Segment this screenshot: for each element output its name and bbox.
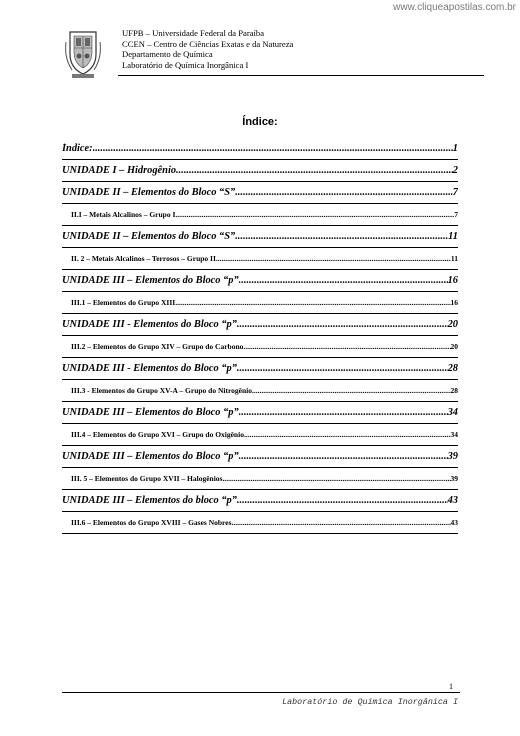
toc-leader-dots xyxy=(235,187,453,199)
toc-entry-page: 16 xyxy=(447,275,458,286)
toc-entry-label: UNIDADE II – Elementos do Bloco “S” xyxy=(62,187,236,198)
toc-entry-page: 16 xyxy=(450,298,458,307)
toc-entry[interactable] xyxy=(62,429,458,441)
university-crest-icon xyxy=(62,28,104,80)
toc-separator xyxy=(62,423,458,424)
toc-entry[interactable] xyxy=(62,209,458,221)
toc-entry[interactable] xyxy=(62,473,458,485)
toc-entry[interactable] xyxy=(62,341,458,353)
toc-separator xyxy=(62,379,458,380)
toc-leader-dots xyxy=(243,341,450,353)
toc-entry-label: III.3 - Elementos do Grupo XV-A – Grupo do Nitrogênio xyxy=(71,386,252,395)
toc-separator xyxy=(62,313,458,314)
header-line: CCEN – Centro de Ciências Exatas e da Natureza xyxy=(122,38,294,49)
toc-entry-label: II.I – Metais Alcalinos – Grupo I xyxy=(71,210,176,219)
toc-entry-page: 2 xyxy=(452,165,458,176)
toc-separator xyxy=(62,467,458,468)
toc-entry-label: III.2 – Elementos do Grupo XIV – Grupo do Carbono xyxy=(71,342,244,351)
toc-separator xyxy=(62,203,458,204)
toc-entry[interactable] xyxy=(62,165,458,177)
toc-separator xyxy=(62,247,458,248)
table-of-contents xyxy=(62,143,458,539)
toc-leader-dots xyxy=(222,473,450,485)
toc-entry-label: UNIDADE III – Elementos do Bloco “p” xyxy=(62,451,239,462)
toc-leader-dots xyxy=(235,231,448,243)
toc-entry-label: III.1 – Elementos do Grupo XIII xyxy=(71,298,176,307)
toc-entry-label: II. 2 – Metais Alcalinos – Terrosos – Grupo II xyxy=(71,254,216,263)
header-divider xyxy=(118,75,484,76)
toc-separator xyxy=(62,533,458,534)
toc-entry-page: 11 xyxy=(448,231,458,242)
page-number: 1 xyxy=(449,682,453,691)
toc-entry[interactable] xyxy=(62,407,458,419)
toc-separator xyxy=(62,445,458,446)
toc-leader-dots xyxy=(239,451,448,463)
footer-divider xyxy=(62,692,460,693)
toc-entry-page: 28 xyxy=(450,386,458,395)
toc-leader-dots xyxy=(237,319,448,331)
toc-leader-dots xyxy=(239,407,448,419)
toc-separator xyxy=(62,269,458,270)
toc-leader-dots xyxy=(252,385,451,397)
institution-lines xyxy=(122,28,293,70)
toc-entry[interactable] xyxy=(62,363,458,375)
toc-entry-label: UNIDADE III – Elementos do Bloco “p” xyxy=(62,275,239,286)
toc-entry-page: 7 xyxy=(452,187,458,198)
toc-separator xyxy=(62,401,458,402)
toc-entry[interactable] xyxy=(62,253,458,265)
toc-leader-dots xyxy=(239,275,448,287)
toc-separator xyxy=(62,181,458,182)
toc-entry-page: 20 xyxy=(447,319,458,330)
toc-separator xyxy=(62,489,458,490)
toc-separator xyxy=(62,335,458,336)
toc-entry-label: III. 5 – Elementos do Grupo XVII – Halogênios xyxy=(71,474,223,483)
toc-entry-page: 43 xyxy=(450,518,458,527)
toc-entry-label: III.6 – Elementos do Grupo XVIII – Gases Nobres xyxy=(71,518,232,527)
toc-leader-dots xyxy=(176,165,453,177)
toc-separator xyxy=(62,225,458,226)
watermark-url: www.cliqueapostilas.com.br xyxy=(393,2,516,13)
toc-entry-page: 34 xyxy=(450,430,458,439)
toc-entry-page: 7 xyxy=(454,210,458,219)
header-line: Laboratório de Química Inorgânica I xyxy=(122,59,249,70)
toc-entry[interactable] xyxy=(62,143,458,155)
toc-leader-dots xyxy=(175,209,454,221)
toc-entry-label: Índice: xyxy=(62,143,93,154)
toc-entry-page: 11 xyxy=(450,254,458,263)
toc-entry-label: UNIDADE III – Elementos do bloco “p” xyxy=(62,495,237,506)
toc-separator xyxy=(62,159,458,160)
toc-entry[interactable] xyxy=(62,451,458,463)
toc-separator xyxy=(62,291,458,292)
document-header xyxy=(62,28,486,78)
page-title: Índice: xyxy=(242,116,278,128)
toc-separator xyxy=(62,357,458,358)
footer-text: Laboratório de Química Inorgânica I xyxy=(282,697,458,707)
toc-leader-dots xyxy=(244,429,451,441)
toc-leader-dots xyxy=(237,495,448,507)
toc-leader-dots xyxy=(93,143,453,155)
toc-entry-page: 39 xyxy=(450,474,458,483)
toc-leader-dots xyxy=(216,253,451,265)
toc-separator xyxy=(62,511,458,512)
toc-entry[interactable] xyxy=(62,517,458,529)
toc-entry[interactable] xyxy=(62,187,458,199)
toc-entry[interactable] xyxy=(62,231,458,243)
toc-entry-page: 34 xyxy=(447,407,458,418)
toc-entry[interactable] xyxy=(62,275,458,287)
toc-leader-dots xyxy=(175,297,450,309)
toc-entry[interactable] xyxy=(62,297,458,309)
toc-entry[interactable] xyxy=(62,495,458,507)
toc-entry-label: III.4 – Elementos do Grupo XVI – Grupo do Oxigênio xyxy=(71,430,244,439)
header-line: Departamento de Química xyxy=(122,49,213,60)
toc-entry-page: 20 xyxy=(450,342,458,351)
toc-entry-label: UNIDADE III - Elementos do Bloco “p” xyxy=(62,319,237,330)
toc-leader-dots xyxy=(232,517,451,529)
toc-entry-page: 39 xyxy=(447,451,458,462)
toc-entry-page: 1 xyxy=(452,143,458,154)
toc-entry-label: UNIDADE III – Elementos do Bloco “p” xyxy=(62,407,239,418)
toc-leader-dots xyxy=(237,363,448,375)
toc-entry[interactable] xyxy=(62,319,458,331)
toc-entry-page: 43 xyxy=(447,495,458,506)
toc-entry-label: UNIDADE I – Hidrogênio xyxy=(62,165,177,176)
toc-entry-label: UNIDADE III - Elementos do Bloco “p” xyxy=(62,363,237,374)
toc-entry-page: 28 xyxy=(447,363,458,374)
header-line: UFPB – Universidade Federal da Paraíba xyxy=(122,28,265,38)
toc-entry[interactable] xyxy=(62,385,458,397)
toc-entry-label: UNIDADE II – Elementos do Bloco “S” xyxy=(62,231,236,242)
